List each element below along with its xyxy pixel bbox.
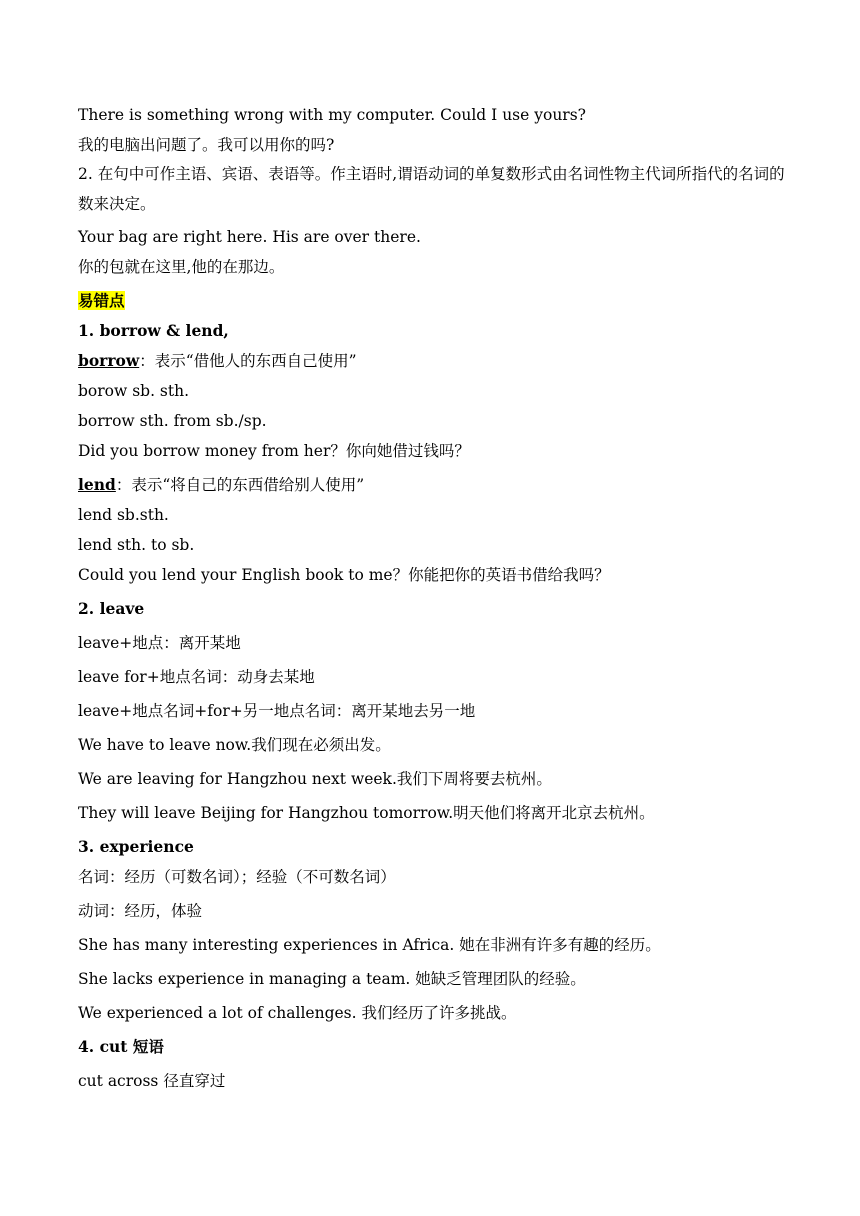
borrow-definition [78, 349, 788, 373]
experience-verb: 动词：经历，体验 [78, 902, 203, 920]
leave-heading: 2. leave [78, 599, 145, 618]
borrow-example: Did you borrow money from her？你向她借过钱吗？ [78, 442, 470, 460]
leave-pattern-3: leave+地点名词+for+另一地点名词：离开某地去另一地 [78, 702, 476, 720]
experience-example-2: She lacks experience in managing a team. 她缺乏管理团队的经验。 [78, 970, 586, 988]
lend-definition [78, 473, 788, 497]
borrow-lend-heading: 1. borrow & lend, [78, 321, 229, 340]
borrow-pattern-2: borrow sth. from sb./sp. [78, 412, 267, 430]
leave-example-2: We are leaving for Hangzhou next week.我们下周将要去杭州。 [78, 770, 552, 788]
cut-heading: 4. cut 短语 [78, 1037, 164, 1056]
section-title [78, 289, 788, 313]
grammar-rule-2: 2. 在句中可作主语、宾语、表语等。作主语时,谓语动词的单复数形式由名词性物主代词所指代的名词的数来决定。 [78, 165, 785, 213]
lend-term: lend [78, 475, 116, 494]
lend-pattern-2: lend sth. to sb. [78, 536, 195, 554]
borrow-term: borrow [78, 351, 140, 370]
example-sentence-zh: 我的电脑出问题了。我可以用你的吗? [78, 136, 335, 154]
experience-example-1: She has many interesting experiences in Africa. 她在非洲有许多有趣的经历。 [78, 936, 661, 954]
borrow-pattern-1: borow sb. sth. [78, 382, 190, 400]
experience-heading: 3. experience [78, 837, 194, 856]
leave-example-1: We have to leave now.我们现在必须出发。 [78, 736, 391, 754]
example-sentence-en: There is something wrong with my computer. Could I use yours? [78, 106, 586, 124]
document-content [78, 103, 788, 1093]
lend-pattern-1: lend sb.sth. [78, 506, 169, 524]
example2-sentence-zh: 你的包就在这里,他的在那边。 [78, 258, 285, 276]
leave-pattern-1: leave+地点：离开某地 [78, 634, 241, 652]
highlighted-section-title: 易错点 [78, 291, 125, 310]
example2-sentence-en: Your bag are right here. His are over there. [78, 228, 421, 246]
leave-pattern-2: leave for+地点名词：动身去某地 [78, 668, 315, 686]
borrow-def-text: ：表示“借他人的东西自己使用” [139, 352, 357, 370]
cut-phrase-1: cut across 径直穿过 [78, 1072, 226, 1090]
experience-noun: 名词：经历（可数名词）；经验（不可数名词） [78, 868, 396, 886]
experience-example-3: We experienced a lot of challenges. 我们经历了许多挑战。 [78, 1004, 517, 1022]
lend-def-text: ：表示“将自己的东西借给别人使用” [115, 476, 365, 494]
leave-example-3: They will leave Beijing for Hangzhou tomorrow.明天他们将离开北京去杭州。 [78, 804, 655, 822]
lend-example: Could you lend your English book to me？你能把你的英语书借给我吗？ [78, 566, 610, 584]
